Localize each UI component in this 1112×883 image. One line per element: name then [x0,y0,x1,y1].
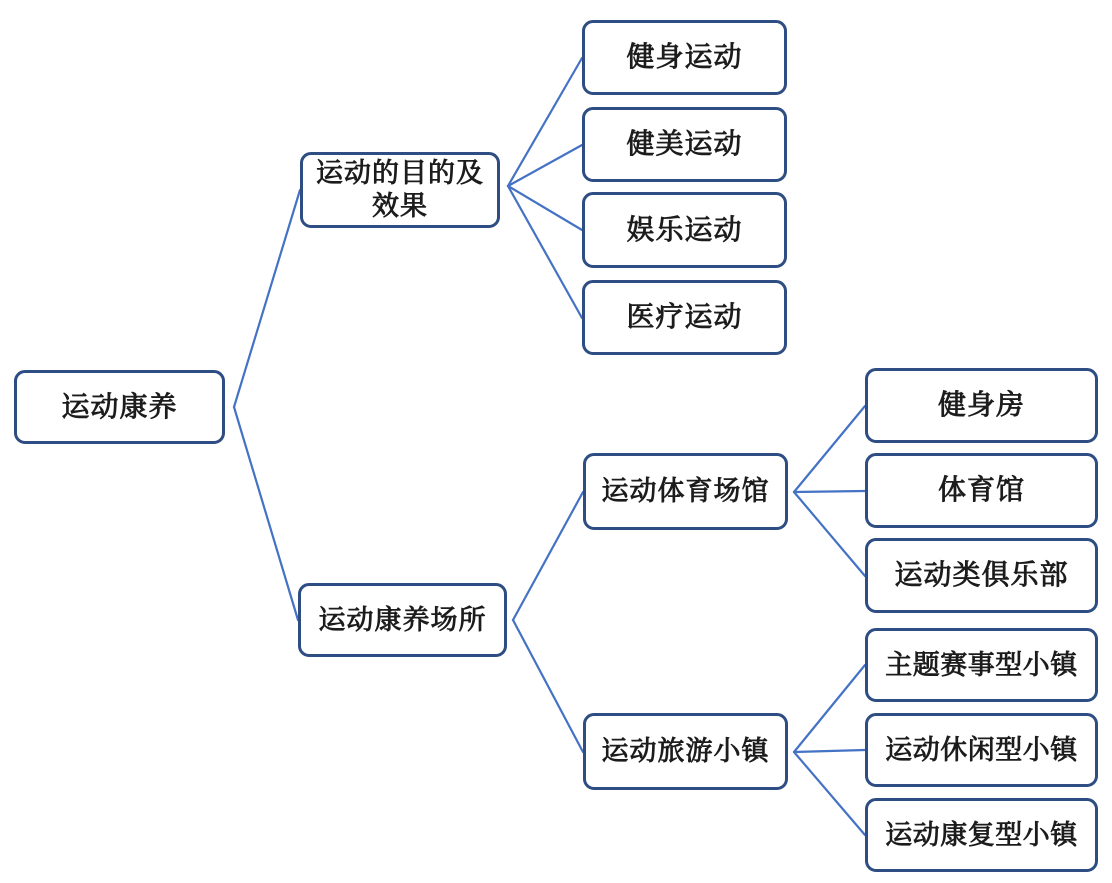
node-leaf-rehab-sport-town: 运动康复型小镇 [865,798,1098,872]
node-leaf-stadium: 体育馆 [865,453,1098,528]
node-leaf-fitness-sport: 健身运动 [582,20,787,95]
node-leaf-bodybuilding-sport: 健美运动 [582,107,787,182]
node-leaf-leisure-sport-town: 运动休闲型小镇 [865,713,1098,787]
node-branch-places: 运动康养场所 [298,583,507,657]
node-branch-sports-tourism-towns: 运动旅游小镇 [583,713,788,790]
node-leaf-gym: 健身房 [865,368,1098,443]
node-branch-sports-venues: 运动体育场馆 [583,453,788,530]
node-leaf-sports-club: 运动类俱乐部 [865,538,1098,613]
node-leaf-recreational-sport: 娱乐运动 [582,192,787,268]
node-leaf-medical-sport: 医疗运动 [582,280,787,355]
node-root: 运动康养 [14,370,225,444]
node-branch-purpose: 运动的目的及效果 [300,152,500,228]
node-leaf-themed-event-town: 主题赛事型小镇 [865,628,1098,702]
